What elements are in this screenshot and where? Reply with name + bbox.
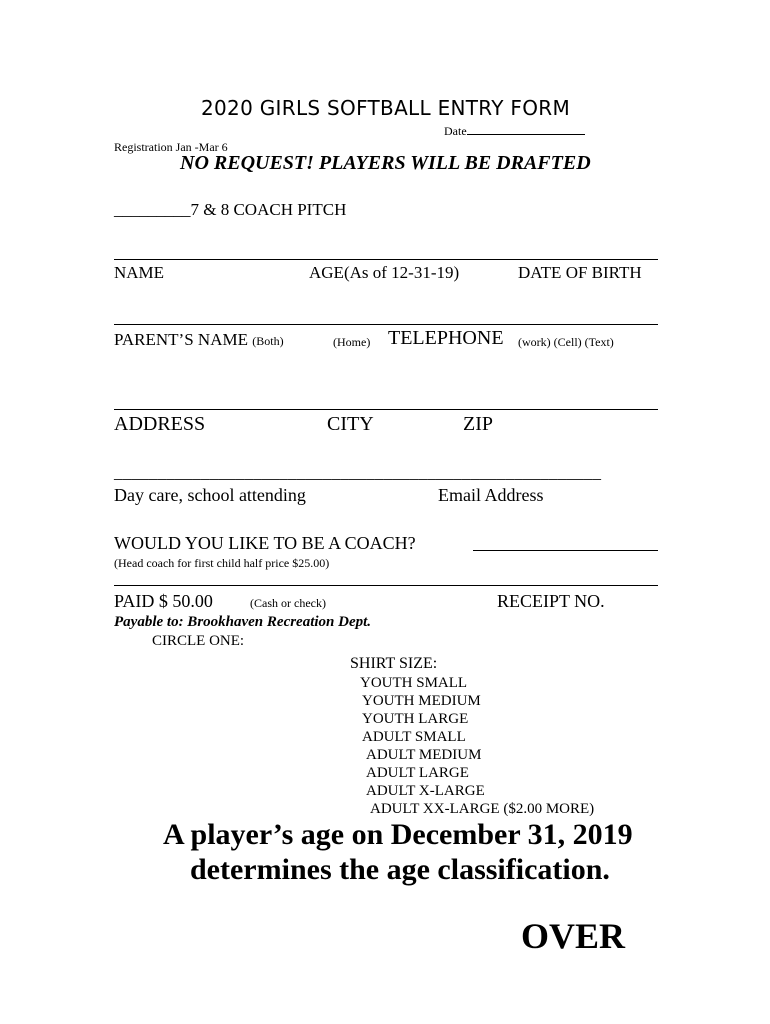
coach-answer-line[interactable] — [473, 550, 658, 551]
date-field[interactable] — [467, 124, 585, 135]
school-blank[interactable]: ________________________________________________________ — [114, 463, 602, 482]
name-label: NAME — [114, 263, 165, 282]
registration-period: Registration Jan -Mar 6 — [114, 140, 228, 154]
telephone-label: TELEPHONE — [388, 327, 504, 349]
payment-method: (Cash or check) — [250, 596, 326, 610]
payable-to: Payable to: Brookhaven Recreation Dept. — [114, 614, 372, 630]
zip-label: ZIP — [463, 413, 493, 435]
receipt-label: RECEIPT NO. — [497, 591, 605, 611]
coach-note: (Head coach for first child half price $25.00) — [114, 556, 330, 570]
age-rule-line1: A player’s age on December 31, 2019 — [163, 818, 633, 851]
parent-name-text: PARENT’S NAME — [114, 330, 248, 349]
shirt-size-option[interactable]: YOUTH MEDIUM — [362, 693, 481, 709]
age-rule-line2: determines the age classification. — [190, 853, 610, 886]
parent-both-text: (Both) — [252, 334, 284, 348]
paid-amount: PAID $ 50.00 — [114, 591, 213, 611]
form-title: 2020 GIRLS SOFTBALL ENTRY FORM — [201, 96, 570, 120]
parent-line[interactable] — [114, 324, 658, 325]
coach-question: WOULD YOU LIKE TO BE A COACH? — [114, 533, 416, 553]
shirt-size-heading: SHIRT SIZE: — [350, 655, 438, 672]
shirt-size-option[interactable]: ADULT XX-LARGE ($2.00 MORE) — [370, 801, 595, 817]
shirt-size-option[interactable]: ADULT LARGE — [366, 765, 469, 781]
shirt-size-option[interactable]: ADULT MEDIUM — [366, 747, 482, 763]
age-label: AGE(As of 12-31-19) — [309, 263, 460, 282]
over-label: OVER — [521, 916, 626, 956]
shirt-size-option[interactable]: YOUTH SMALL — [360, 675, 468, 691]
circle-one-label: CIRCLE ONE: — [152, 633, 245, 649]
draft-notice: NO REQUEST! PLAYERS WILL BE DRAFTED — [180, 152, 591, 174]
city-label: CITY — [327, 413, 374, 435]
dob-label: DATE OF BIRTH — [518, 263, 642, 282]
address-label: ADDRESS — [114, 413, 206, 435]
date-label-text: Date — [444, 124, 467, 138]
date-label — [444, 124, 585, 139]
work-cell-text-label: (work) (Cell) (Text) — [518, 335, 614, 349]
school-label: Day care, school attending — [114, 485, 306, 505]
shirt-size-option[interactable]: ADULT X-LARGE — [366, 783, 485, 799]
name-line[interactable] — [114, 259, 658, 260]
shirt-size-option[interactable]: YOUTH LARGE — [362, 711, 469, 727]
address-line[interactable] — [114, 409, 658, 410]
shirt-size-option[interactable]: ADULT SMALL — [362, 729, 466, 745]
division-label: 7 & 8 COACH PITCH — [190, 200, 347, 219]
parent-name-label — [114, 330, 284, 350]
home-label: (Home) — [333, 335, 371, 349]
email-label: Email Address — [438, 485, 544, 505]
division-blank[interactable]: _________ — [114, 200, 191, 219]
division-row — [114, 200, 346, 220]
payment-line — [114, 585, 658, 586]
